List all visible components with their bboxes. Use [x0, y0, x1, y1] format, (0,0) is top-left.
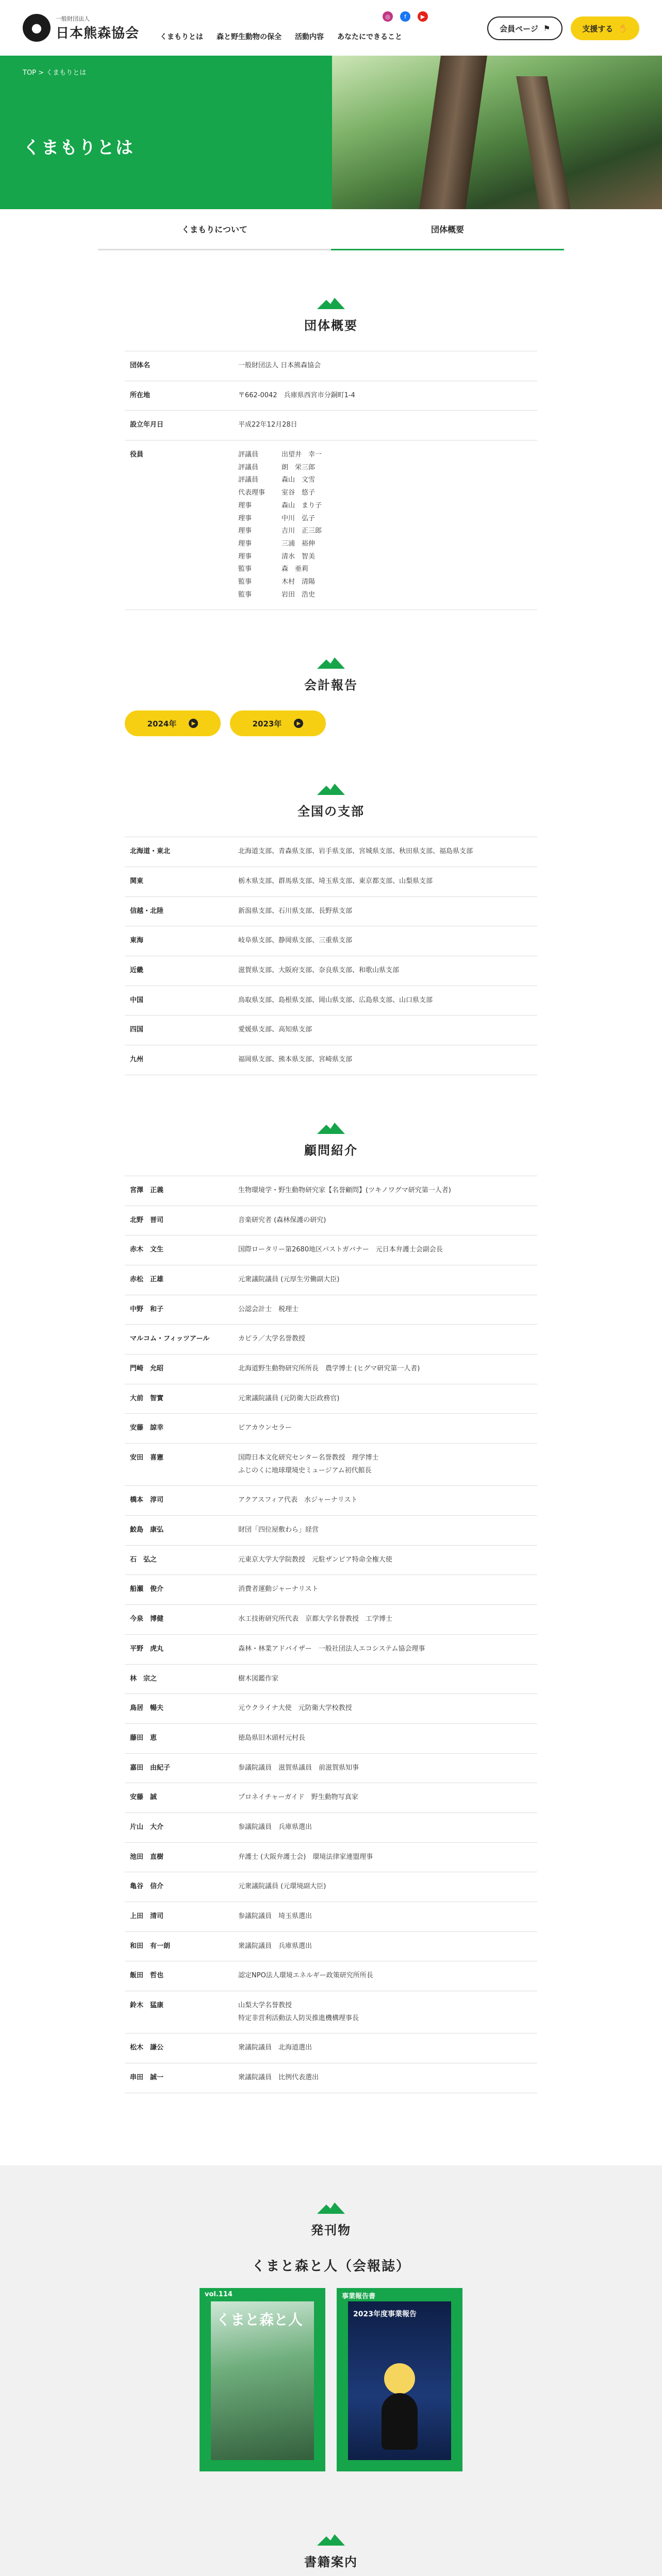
- row-value: 福岡県支部、熊本県支部、宮崎県支部: [238, 1056, 353, 1064]
- row-value: 参議院議員 滋賀県議員 前滋賀県知事: [238, 1764, 359, 1772]
- button-label: 2024年: [147, 719, 177, 728]
- table-row: [125, 867, 537, 897]
- row-value: 衆議院議員 比例代表選出: [238, 2074, 319, 2082]
- row-value: 栃木県支部、群馬県支部、埼玉県支部、東京都支部、山梨県支部: [238, 877, 433, 885]
- table-row: [125, 1605, 537, 1635]
- row-key: 鳥居 暢夫: [130, 1704, 164, 1713]
- row-value: 元東京大学大学院教授 元駐ザンビア特命全権大使: [238, 1555, 392, 1564]
- tab-about-kumamori[interactable]: くまもりについて: [98, 209, 331, 250]
- table-row: [125, 1546, 537, 1575]
- logo-subtitle: 一般財団法人: [56, 15, 90, 22]
- logo-title: 日本熊森協会: [56, 25, 140, 41]
- table-row: [125, 440, 537, 610]
- officer-name: 吉川 正三郎: [282, 527, 322, 535]
- row-key: 嘉田 由紀子: [130, 1764, 171, 1772]
- row-value: 元衆議院議員 (元厚生労働副大臣): [238, 1275, 340, 1283]
- row-key: 宮澤 正義: [130, 1186, 164, 1194]
- table-row: [125, 956, 537, 986]
- row-value: 愛媛県支部、高知県支部: [238, 1026, 312, 1034]
- advisors-title: 顧問紹介: [304, 1143, 358, 1158]
- officer-item: [238, 449, 532, 462]
- row-key: マルコム・フィッツアール: [130, 1335, 210, 1343]
- annual-report-card[interactable]: [337, 2288, 462, 2471]
- mountain-icon: [317, 656, 345, 669]
- row-key: 東海: [130, 937, 144, 945]
- officer-name: 朗 栄三郎: [282, 463, 316, 471]
- table-row: [125, 837, 537, 867]
- flag-icon: ⚑: [543, 24, 551, 33]
- row-value: 鳥取県支部、島根県支部、岡山県支部、広島県支部、山口県支部: [238, 996, 433, 1004]
- table-row: [125, 1754, 537, 1784]
- row-key: 中野 和子: [130, 1305, 164, 1313]
- row-key: 北野 晋司: [130, 1216, 164, 1224]
- sns-links: [383, 11, 428, 22]
- page-tabs: [0, 209, 662, 250]
- row-key: 橋本 淳司: [130, 1496, 164, 1504]
- officer-role: 代表理事: [238, 489, 266, 497]
- row-value: 元衆議院議員 (元防衛大臣政務官): [238, 1394, 340, 1402]
- row-key: 四国: [130, 1026, 144, 1034]
- officer-name: 森山 文雪: [282, 476, 316, 484]
- row-value: 新潟県支部、石川県支部、長野県支部: [238, 907, 353, 915]
- table-row: [125, 1045, 537, 1075]
- row-key: 今泉 博健: [130, 1615, 164, 1623]
- page-title: くまもりとは: [23, 138, 134, 158]
- report-tag: 事業報告書: [337, 2288, 380, 2303]
- row-key: 団体名: [130, 362, 151, 369]
- table-row: [125, 1575, 537, 1605]
- publications-subtitle: くまと森と人（会報誌）: [251, 2258, 410, 2274]
- table-row: [125, 1902, 537, 1932]
- row-value: 国際日本文化研究センター名誉教授 理学博士 ふじのくに地球環境史ミュージアム初代館長: [238, 1454, 379, 1475]
- table-row: [125, 1486, 537, 1516]
- table-row: [125, 1843, 537, 1873]
- publications-title: 発刊物: [311, 2223, 351, 2238]
- officer-role: 監事: [238, 590, 252, 599]
- officer-role: 評議員: [238, 476, 259, 484]
- report-2023-button[interactable]: [230, 710, 326, 736]
- row-value: 平成22年12月28日: [238, 421, 297, 429]
- magazine-card[interactable]: [200, 2288, 325, 2471]
- table-row: [125, 1961, 537, 1991]
- nav-item-activities[interactable]: 活動内容: [295, 33, 324, 41]
- row-key: 松木 謙公: [130, 2044, 164, 2052]
- mountain-icon: [317, 1122, 345, 1134]
- row-key: 関東: [130, 877, 144, 885]
- officer-list: [238, 449, 532, 601]
- row-value: 山梨大学名誉教授 特定非営利活動法人防災推進機構理事長: [238, 2002, 359, 2022]
- report-title: 会計報告: [304, 678, 358, 693]
- row-key: 赤松 正雄: [130, 1275, 164, 1283]
- table-row: [125, 411, 537, 440]
- branches-section: [125, 736, 537, 1075]
- magazine-tag: vol.114: [200, 2288, 238, 2301]
- table-row: [125, 1176, 537, 1206]
- magazine-cover: [211, 2301, 314, 2460]
- row-key: 串田 誠一: [130, 2074, 164, 2082]
- row-value: 岐阜県支部、静岡県支部、三重県支部: [238, 937, 353, 945]
- member-page-label: 会員ページ: [500, 24, 538, 33]
- row-value: 一般財団法人 日本熊森協会: [238, 362, 321, 369]
- table-row: [125, 1414, 537, 1444]
- officer-role: 理事: [238, 552, 252, 561]
- table-row: [125, 1444, 537, 1486]
- bear-illustration: [382, 2393, 418, 2450]
- officer-item: [238, 462, 532, 474]
- row-key: 安藤 諒幸: [130, 1424, 164, 1432]
- table-row: [125, 1932, 537, 1962]
- books-title: 書籍案内: [304, 2554, 358, 2569]
- row-key: 安田 喜憲: [130, 1454, 164, 1462]
- support-label: 支援する: [582, 24, 614, 33]
- row-value: 元衆議院議員 (元環境副大臣): [238, 1883, 326, 1891]
- instagram-icon[interactable]: ◎: [383, 11, 393, 22]
- officer-name: 室谷 悠子: [282, 489, 316, 497]
- publications-band: [0, 2165, 662, 2576]
- row-value: カピラ／大学名誉教授: [238, 1335, 306, 1343]
- row-key: 設立年月日: [130, 421, 164, 429]
- row-key: 上田 清司: [130, 1912, 164, 1920]
- site-logo[interactable]: [23, 14, 139, 42]
- report-2024-button[interactable]: [125, 710, 221, 736]
- youtube-icon[interactable]: ▶: [418, 11, 428, 22]
- table-row: [125, 1694, 537, 1724]
- table-row: [125, 2063, 537, 2093]
- officer-role: 理事: [238, 514, 252, 522]
- row-key: 石 弘之: [130, 1555, 157, 1564]
- table-row: [125, 1516, 537, 1546]
- officer-item: [238, 474, 532, 487]
- row-key: 信越・北陸: [130, 907, 164, 915]
- row-value: 国際ロータリー第2680地区パストガバナー 元日本弁護士会副会長: [238, 1246, 443, 1254]
- table-row: [125, 1813, 537, 1843]
- officer-item: [238, 551, 532, 564]
- hero-forest-image: [332, 56, 662, 209]
- row-key: 藤田 恵: [130, 1734, 157, 1742]
- table-row: [125, 2033, 537, 2063]
- row-value: 財団「四位屋敷わら」経営: [238, 1526, 319, 1534]
- officer-name: 森山 まり子: [282, 501, 322, 510]
- member-page-button[interactable]: [487, 16, 562, 40]
- row-value: 水工技術研究所代表 京都大学名誉教授 工学博士: [238, 1615, 393, 1623]
- row-key: 船瀬 俊介: [130, 1585, 164, 1594]
- row-key: 所在地: [130, 391, 151, 399]
- row-value: 北海道野生動物研究所所長 農学博士 (ヒグマ研究第一人者): [238, 1364, 420, 1372]
- overview-table: [125, 351, 537, 610]
- row-key: 安藤 誠: [130, 1793, 157, 1802]
- arrow-right-icon: ▶: [294, 719, 303, 728]
- officer-role: 理事: [238, 539, 252, 548]
- officer-role: 理事: [238, 527, 252, 535]
- row-key: 和田 有一朗: [130, 1942, 171, 1950]
- officer-name: 木村 清陽: [282, 578, 316, 586]
- row-key: 九州: [130, 1056, 144, 1064]
- row-value: アクアスフィア代表 水ジャーナリスト: [238, 1496, 358, 1504]
- officer-role: 評議員: [238, 463, 259, 471]
- row-key: 近畿: [130, 967, 144, 975]
- officer-role: 監事: [238, 565, 252, 573]
- table-row: [125, 1325, 537, 1354]
- row-key: 北海道・東北: [130, 848, 171, 856]
- advisors-section: [125, 1075, 537, 2093]
- arrow-right-icon: ▶: [189, 719, 198, 728]
- table-row: [125, 1872, 537, 1902]
- table-row: [125, 1724, 537, 1754]
- nav-item-what-you-can-do[interactable]: あなたにできること: [337, 33, 403, 41]
- table-row: [125, 897, 537, 927]
- table-row: [125, 1015, 537, 1045]
- officer-role: 理事: [238, 501, 252, 510]
- officer-item: [238, 576, 532, 589]
- row-key: 片山 大介: [130, 1823, 164, 1831]
- row-value: 〒662-0042 兵庫県西宮市分銅町1-4: [238, 391, 355, 399]
- row-key: 門崎 允昭: [130, 1364, 164, 1372]
- officer-item: [238, 487, 532, 500]
- breadcrumb[interactable]: TOP > くまもりとは: [23, 69, 87, 77]
- officer-name: 清水 智美: [282, 552, 316, 561]
- officer-item: [238, 513, 532, 526]
- tab-organization-overview[interactable]: 団体概要: [331, 209, 564, 250]
- table-row: [125, 1295, 537, 1325]
- row-value: プロネイチャーガイド 野生動物写真家: [238, 1793, 358, 1802]
- row-value: 元ウクライナ大使 元防衛大学校教授: [238, 1704, 352, 1713]
- table-row: [125, 1665, 537, 1694]
- row-key: 飯田 哲也: [130, 1972, 164, 1980]
- officer-item: [238, 589, 532, 602]
- hero: [0, 56, 662, 209]
- report-section: [125, 610, 537, 736]
- officer-role: 評議員: [238, 451, 259, 459]
- bear-logo-icon: ●: [23, 14, 51, 42]
- overview-section: [125, 250, 537, 610]
- row-key: 大前 智實: [130, 1394, 164, 1402]
- branches-title: 全国の支部: [297, 804, 365, 819]
- row-value: 参議院議員 埼玉県選出: [238, 1912, 312, 1920]
- row-key: 中国: [130, 996, 144, 1004]
- mountain-icon: [317, 2201, 345, 2214]
- table-row: [125, 986, 537, 1016]
- table-row: [125, 1206, 537, 1236]
- row-value: 森林・林業アドバイザー 一般社団法人エコシステム協会理事: [238, 1645, 425, 1653]
- row-value: 参議院議員 兵庫県選出: [238, 1823, 312, 1831]
- row-value: 生物環境学・野生動物研究家【名誉顧問】(ツキノワグマ研究第一人者): [238, 1186, 451, 1194]
- officer-item: [238, 563, 532, 576]
- officer-name: 岩田 浩史: [282, 590, 316, 599]
- row-value: 衆議院議員 兵庫県選出: [238, 1942, 312, 1950]
- row-value: 衆議院議員 北海道選出: [238, 2044, 312, 2052]
- support-button[interactable]: [571, 16, 639, 40]
- officer-item: [238, 525, 532, 538]
- row-key: 亀谷 信介: [130, 1883, 164, 1891]
- officer-item: [238, 538, 532, 551]
- row-key: 鈴木 猛康: [130, 2002, 164, 2010]
- table-row: [125, 1991, 537, 2033]
- mountain-icon: [317, 297, 345, 309]
- site-header: [0, 0, 662, 56]
- row-key: 池田 直樹: [130, 1853, 164, 1861]
- table-row: [125, 1384, 537, 1414]
- row-key: 役員: [130, 451, 144, 459]
- officer-item: [238, 500, 532, 513]
- overview-title: 団体概要: [304, 318, 358, 333]
- row-value: 徳島県旧木頭村元村長: [238, 1734, 306, 1742]
- mountain-icon: [317, 2533, 345, 2546]
- table-row: [125, 1783, 537, 1813]
- row-value: 滋賀県支部、大阪府支部、奈良県支部、和歌山県支部: [238, 967, 400, 975]
- row-value: 弁護士 (大阪弁護士会) 環境法律家連盟理事: [238, 1853, 373, 1861]
- cover-title: くまと森と人: [216, 2311, 303, 2328]
- mountain-icon: [317, 783, 345, 795]
- officer-name: 森 亜莉: [282, 565, 309, 573]
- moon-illustration: [384, 2363, 415, 2394]
- row-value: 北海道支部、青森県支部、岩手県支部、宮城県支部、秋田県支部、福島県支部: [238, 848, 473, 856]
- hands-icon: ✋: [618, 24, 628, 33]
- row-value: ピアカウンセラー: [238, 1424, 292, 1432]
- nav-item-conservation[interactable]: 森と野生動物の保全: [217, 33, 282, 41]
- advisors-table: [125, 1176, 537, 2093]
- officer-name: 三浦 裕伸: [282, 539, 316, 548]
- global-nav: [160, 31, 402, 42]
- table-row: [125, 1354, 537, 1384]
- officer-role: 監事: [238, 578, 252, 586]
- table-row: [125, 351, 537, 381]
- row-value: 音楽研究者 (森林保護の研究): [238, 1216, 326, 1224]
- row-value: 樹木図鑑作家: [238, 1674, 279, 1683]
- nav-item-about[interactable]: くまもりとは: [160, 33, 204, 41]
- table-row: [125, 1635, 537, 1665]
- cover-title: 2023年度事業報告: [353, 2310, 417, 2318]
- row-value: 認定NPO法人環境エネルギー政策研究所所長: [238, 1972, 373, 1980]
- table-row: [125, 381, 537, 411]
- row-key: 平野 虎丸: [130, 1645, 164, 1653]
- table-row: [125, 926, 537, 956]
- row-value: 公認会計士 税理士: [238, 1305, 299, 1313]
- branches-table: [125, 837, 537, 1075]
- report-cover: [348, 2301, 451, 2460]
- button-label: 2023年: [252, 719, 282, 728]
- facebook-icon[interactable]: f: [400, 11, 410, 22]
- officer-name: 中川 弘子: [282, 514, 316, 522]
- officer-name: 出望井 幸一: [282, 451, 322, 459]
- row-key: 鮫島 康弘: [130, 1526, 164, 1534]
- row-key: 林 宗之: [130, 1674, 157, 1683]
- row-key: 赤木 文生: [130, 1246, 164, 1254]
- table-row: [125, 1235, 537, 1265]
- row-value: 消費者運動ジャーナリスト: [238, 1585, 319, 1594]
- table-row: [125, 1265, 537, 1295]
